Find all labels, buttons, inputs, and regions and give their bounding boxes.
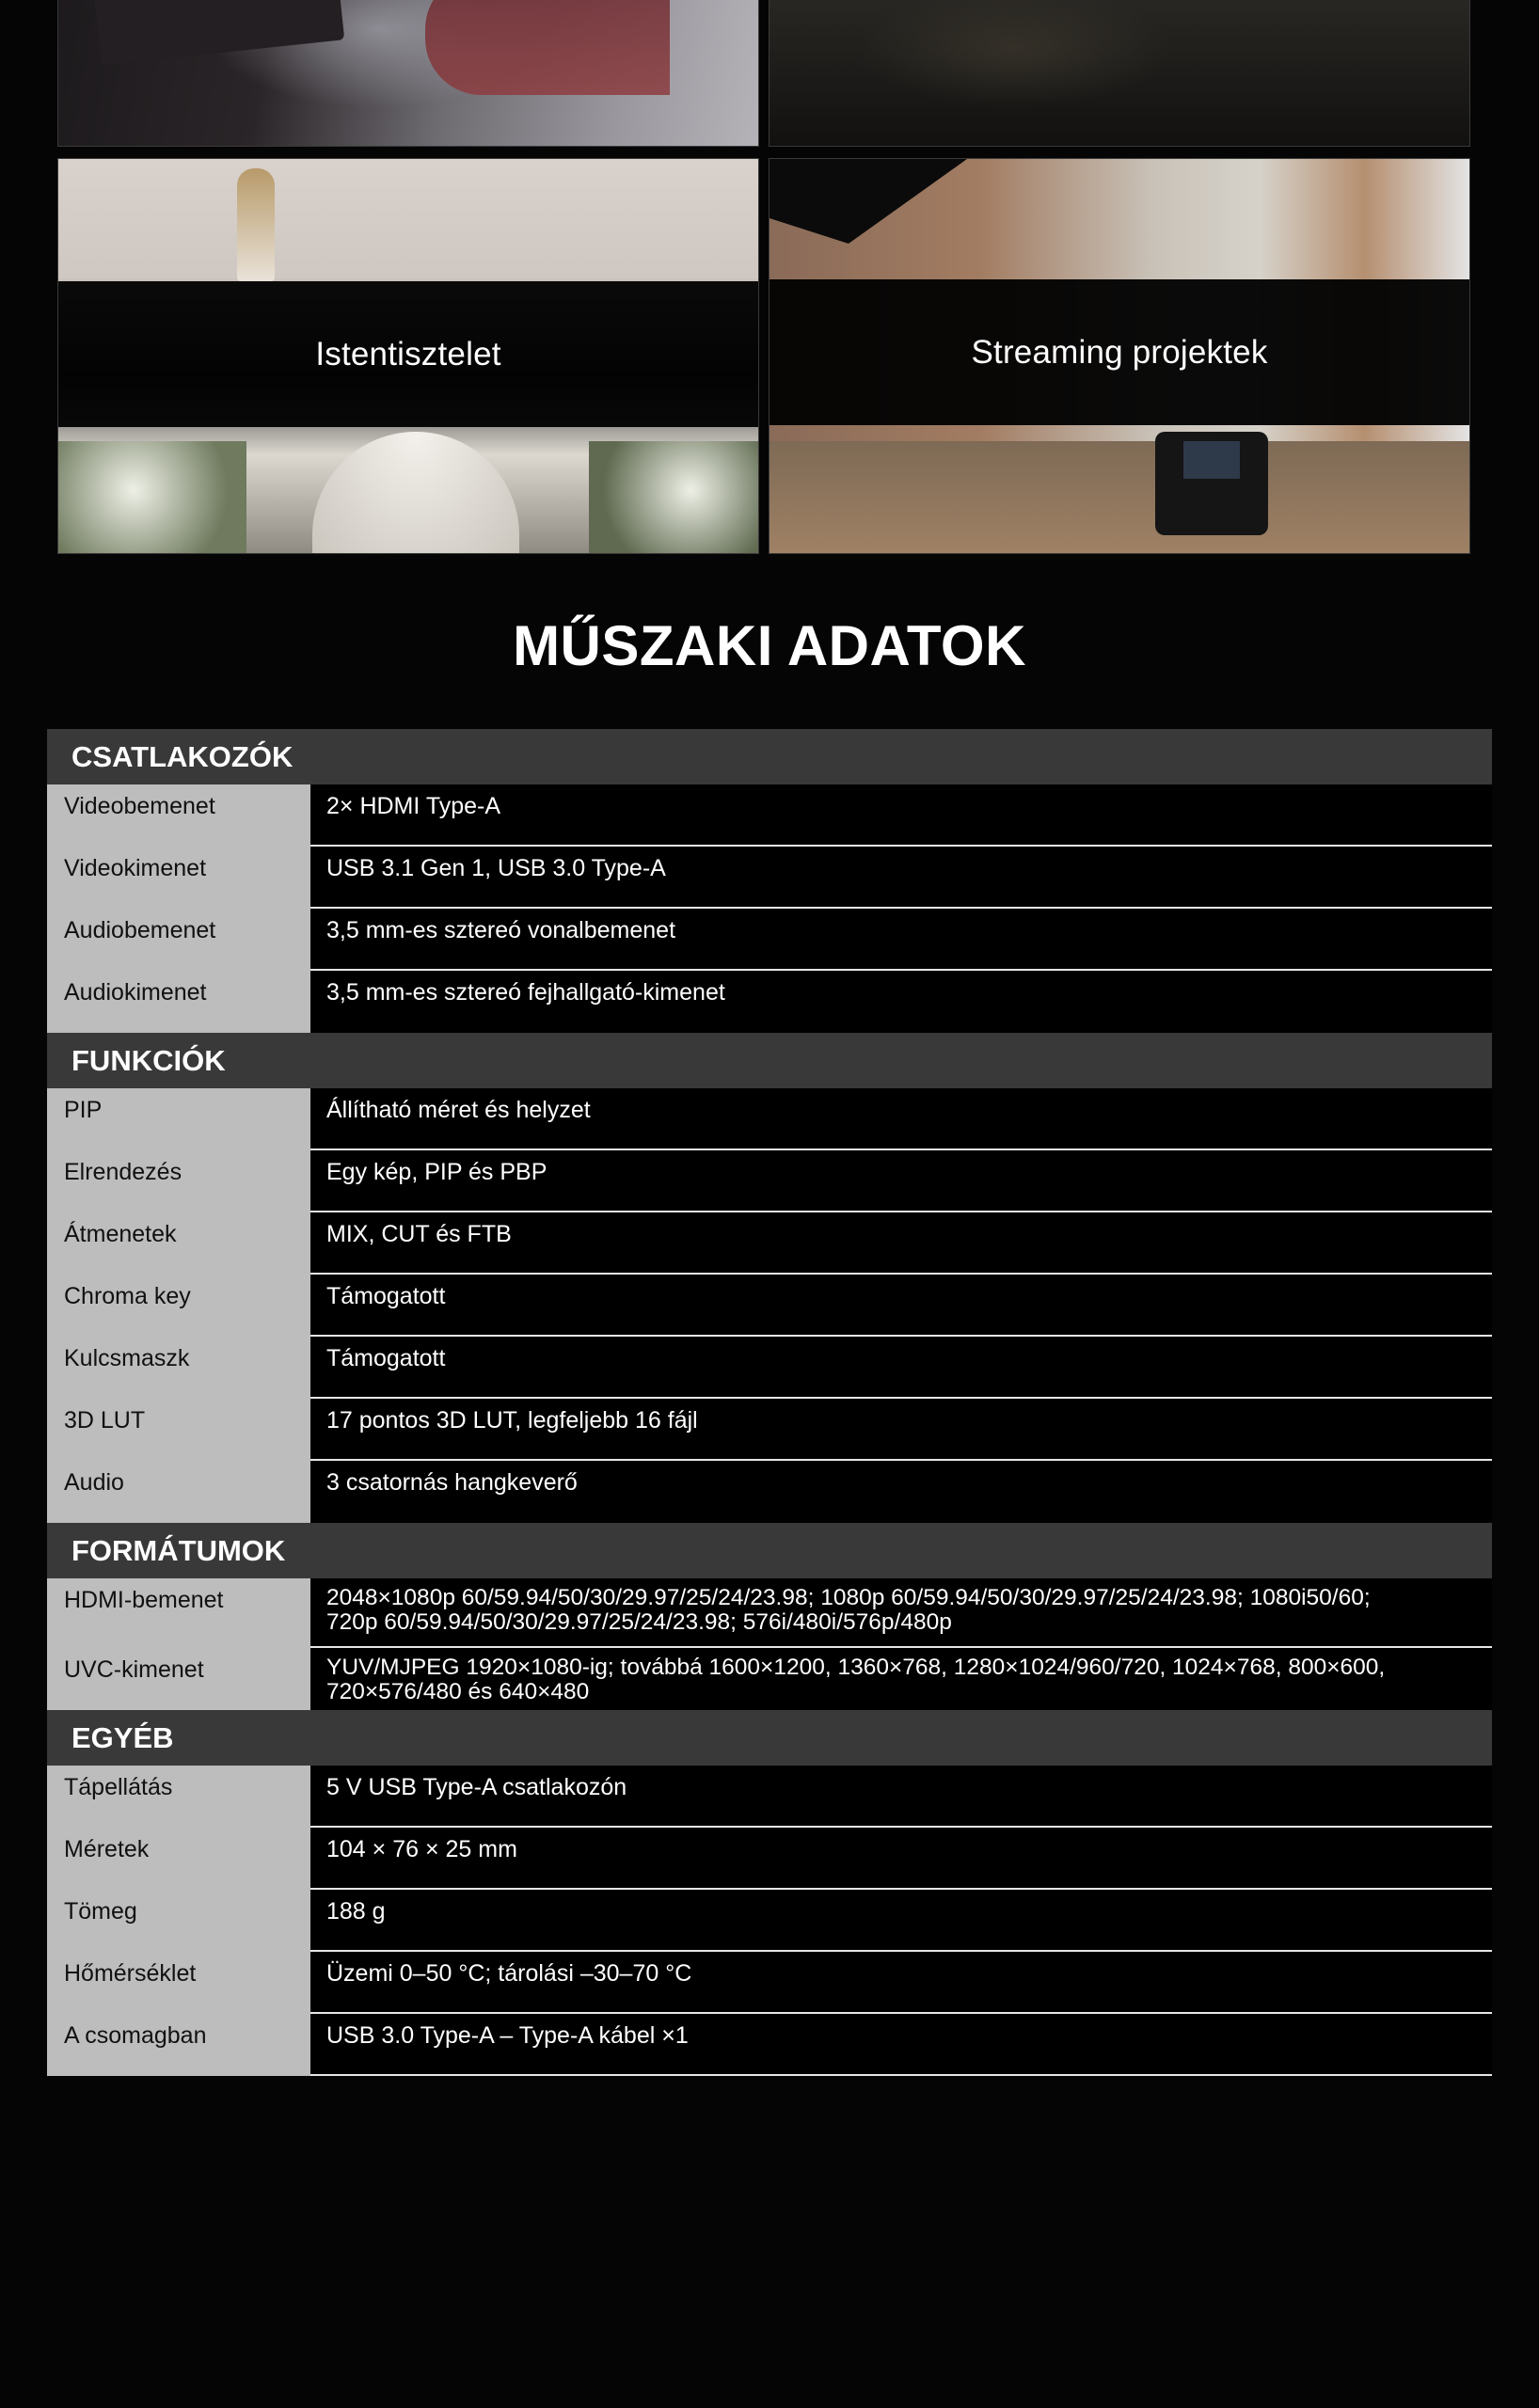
table-row [47,1088,1492,1150]
row-value: MIX, CUT és FTB [310,1212,1492,1275]
table-row [47,1150,1492,1212]
table-row [47,971,1492,1033]
row-value: 3,5 mm-es sztereó vonalbemenet [310,909,1492,971]
value-line: 720p 60/59.94/50/30/29.97/25/24/23.98; 576i/480i/576p/480p [326,1608,952,1635]
tile-caption: Streaming projektek [971,333,1268,371]
table-row [47,909,1492,971]
tile-caption: Istentisztelet [315,335,501,372]
row-label: Videokimenet [47,847,310,909]
row-label: 3D LUT [47,1399,310,1461]
use-case-gallery [0,0,1539,564]
row-label: Elrendezés [47,1150,310,1212]
section-heading-functions: FUNKCIÓK [47,1033,1492,1088]
row-value [310,1578,1492,1648]
table-row [47,2014,1492,2076]
row-value: 188 g [310,1890,1492,1952]
row-label: Audio [47,1461,310,1523]
row-value [310,1648,1492,1710]
row-value: 5 V USB Type-A csatlakozón [310,1766,1492,1828]
arm-shape [425,0,670,95]
row-label: Audiobemenet [47,909,310,971]
row-label: HDMI-bemenet [47,1578,310,1648]
table-row [47,1461,1492,1523]
row-label: Méretek [47,1828,310,1890]
row-label: Videobemenet [47,784,310,847]
row-label: PIP [47,1088,310,1150]
row-value: Támogatott [310,1275,1492,1337]
camera-screen-shape [1183,441,1240,479]
table-row [47,1890,1492,1952]
value-line: YUV/MJPEG 1920×1080-ig; továbbá 1600×1200, 1360×768, 1280×1024/960/720, 1024×768, 800×600, [326,1655,1386,1680]
row-value: Állítható méret és helyzet [310,1088,1492,1150]
table-row [47,784,1492,847]
row-label: UVC-kimenet [47,1648,310,1710]
row-label: A csomagban [47,2014,310,2076]
section-heading-connectors: CSATLAKOZÓK [47,729,1492,784]
section-heading-formats: FORMÁTUMOK [47,1523,1492,1578]
table-shape [770,441,1469,554]
row-value: 104 × 76 × 25 mm [310,1828,1492,1890]
row-value: 3,5 mm-es sztereó fejhallgató-kimenet [310,971,1492,1033]
caption-band [770,279,1469,425]
photo-tile-streaming[interactable] [769,158,1470,554]
table-row [47,847,1492,909]
row-value: 17 pontos 3D LUT, legfeljebb 16 fájl [310,1399,1492,1461]
table-row [47,1337,1492,1399]
section-heading-other: EGYÉB [47,1710,1492,1766]
row-label: Átmenetek [47,1212,310,1275]
table-row [47,1578,1492,1648]
row-value: Egy kép, PIP és PBP [310,1150,1492,1212]
flowers-shape [589,441,758,554]
row-label: Audiokimenet [47,971,310,1033]
row-label: Hőmérséklet [47,1952,310,2014]
table-row [47,1648,1492,1710]
keyboard-shape [92,0,345,65]
statue-shape [237,168,275,281]
wedding-dress-shape [312,432,519,554]
table-row [47,1828,1492,1890]
photo-tile-worship[interactable] [57,158,759,554]
table-row [47,1275,1492,1337]
flowers-shape [58,441,246,554]
value-line: 2048×1080p 60/59.94/50/30/29.97/25/24/23.98; 1080p 60/59.94/50/30/29.97/25/24/23.98; 1080i50/60; [326,1585,1371,1610]
row-value: 3 csatornás hangkeverő [310,1461,1492,1523]
outdoor-photo [770,0,1469,146]
table-row [47,1766,1492,1828]
row-value: USB 3.1 Gen 1, USB 3.0 Type-A [310,847,1492,909]
table-row [47,1952,1492,2014]
photo-tile-keyboard [57,0,759,147]
table-row [47,1212,1492,1275]
table-row [47,1399,1492,1461]
caption-band [58,281,758,427]
value-line: 720×576/480 és 640×480 [326,1678,590,1704]
softbox-shape [770,159,967,244]
page-title: MŰSZAKI ADATOK [513,614,1026,677]
row-label: Tápellátás [47,1766,310,1828]
row-value: USB 3.0 Type-A – Type-A kábel ×1 [310,2014,1492,2076]
row-label: Chroma key [47,1275,310,1337]
row-label: Kulcsmaszk [47,1337,310,1399]
row-label: Tömeg [47,1890,310,1952]
spec-table [47,729,1492,2076]
keyboard-photo [58,0,758,146]
photo-tile-outdoor [769,0,1470,147]
row-value: 2× HDMI Type-A [310,784,1492,847]
row-value: Üzemi 0–50 °C; tárolási –30–70 °C [310,1952,1492,2014]
row-value: Támogatott [310,1337,1492,1399]
